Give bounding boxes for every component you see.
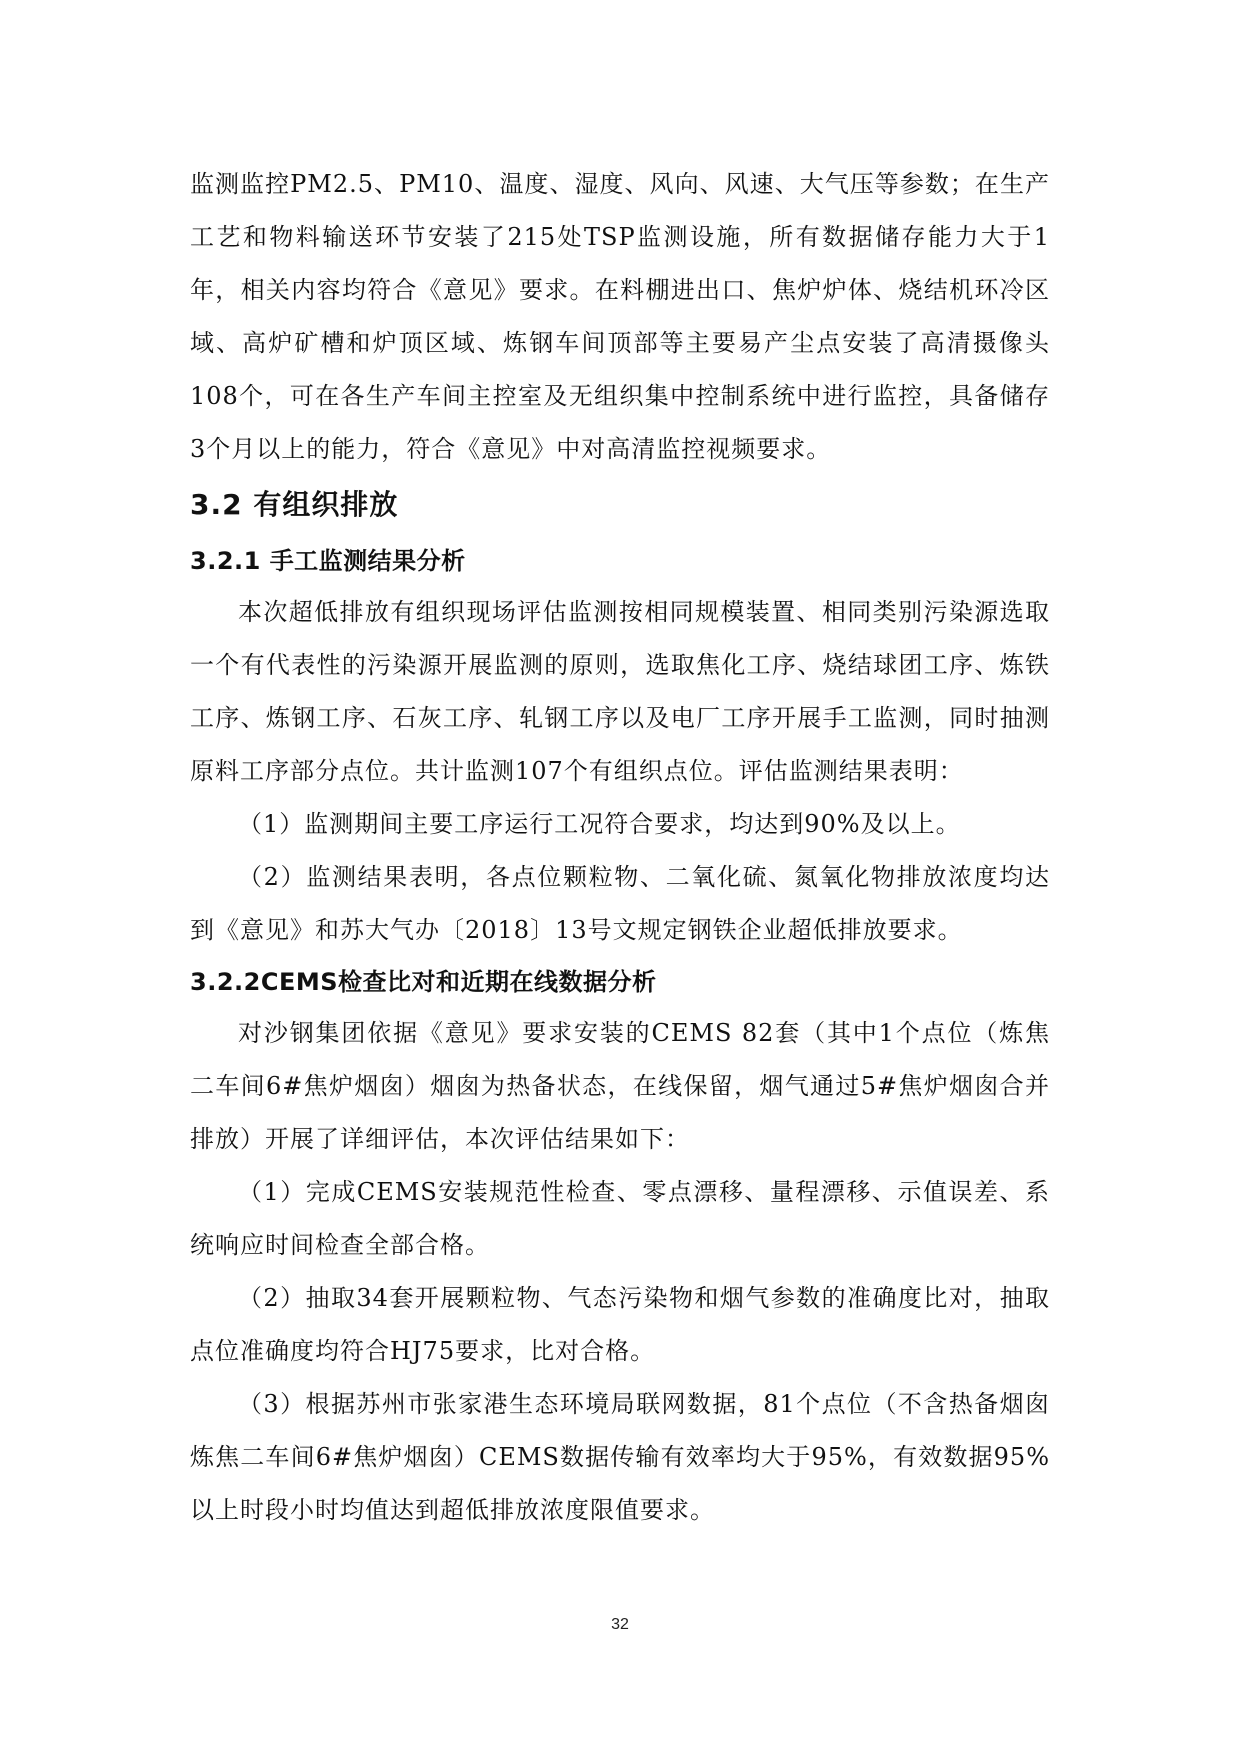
paragraph-3-2-1-1: 本次超低排放有组织现场评估监测按相同规模装置、相同类别污染源选取一个有代表性的污染源开展监测的原则，选取焦化工序、烧结球团工序、炼铁工序、炼钢工序、石灰工序、轧钢工序以及电厂工序开展手工监测，同时抽测原料工序部分点位。共计监测107个有组织点位。评估监测结果表明：	[190, 598, 1050, 785]
paragraph-3-2-2-4: （3）根据苏州市张家港生态环境局联网数据，81个点位（不含热备烟囱炼焦二车间6#焦炉烟囱）CEMS数据传输有效率均大于95%，有效数据95%以上时段小时均值达到超低排放浓度限值要求。	[190, 1390, 1050, 1524]
paragraph-3-2-2-3: （2）抽取34套开展颗粒物、气态污染物和烟气参数的准确度比对，抽取点位准确度均符合HJ75要求，比对合格。	[190, 1284, 1050, 1365]
page-content	[190, 158, 1050, 1537]
section-heading-3-2-1: 3.2.1 手工监测结果分析	[190, 547, 466, 575]
paragraph-3-2-1-3: （2）监测结果表明，各点位颗粒物、二氧化硫、氮氧化物排放浓度均达到《意见》和苏大气办〔2018〕13号文规定钢铁企业超低排放要求。	[190, 863, 1050, 944]
section-heading-3-2: 3.2 有组织排放	[190, 488, 399, 521]
page-number: 32	[611, 1616, 629, 1633]
section-heading-3-2-2: 3.2.2CEMS检查比对和近期在线数据分析	[190, 968, 657, 996]
intro-paragraph: 监测监控PM2.5、PM10、温度、湿度、风向、风速、大气压等参数；在生产工艺和物料输送环节安装了215处TSP监测设施，所有数据储存能力大于1年，相关内容均符合《意见》要求。在料棚进出口、焦炉炉体、烧结机环冷区域、高炉矿槽和炉顶区域、炼钢车间顶部等主要易产尘点安装了高清摄像头108个，可在各生产车间主控室及无组织集中控制系统中进行监控，具备储存3个月以上的能力，符合《意见》中对高清监控视频要求。	[190, 170, 1050, 463]
paragraph-3-2-2-1: 对沙钢集团依据《意见》要求安装的CEMS 82套（其中1个点位（炼焦二车间6#焦炉烟囱）烟囱为热备状态，在线保留，烟气通过5#焦炉烟囱合并排放）开展了详细评估，本次评估结果如下：	[190, 1019, 1050, 1153]
paragraph-3-2-1-2: （1）监测期间主要工序运行工况符合要求，均达到90%及以上。	[238, 810, 961, 838]
paragraph-3-2-2-2: （1）完成CEMS安装规范性检查、零点漂移、量程漂移、示值误差、系统响应时间检查全部合格。	[190, 1178, 1050, 1259]
